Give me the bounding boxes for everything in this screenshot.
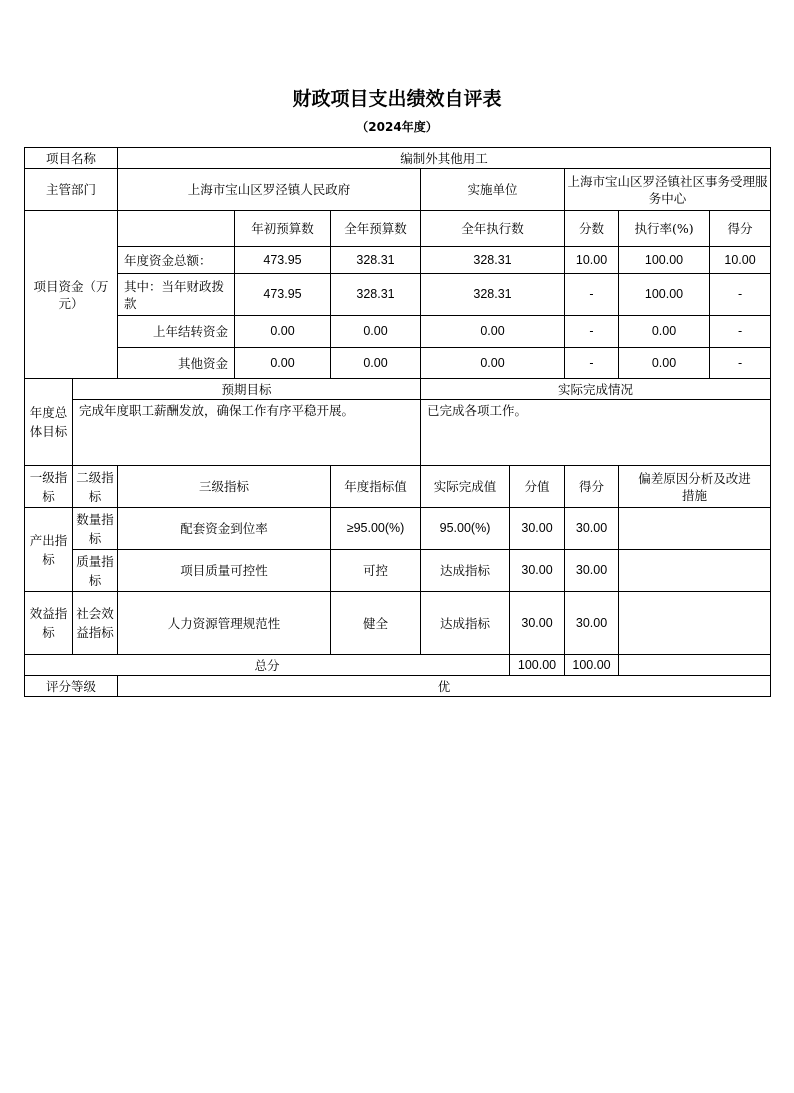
actual-cell: 达成指标 bbox=[421, 550, 510, 592]
funds-header: 全年执行数 bbox=[421, 211, 565, 247]
level2-cell: 数量指标 bbox=[73, 508, 118, 550]
deviation-cell bbox=[619, 550, 771, 592]
funds-row bbox=[25, 274, 771, 316]
funds-cell: 0.00 bbox=[421, 348, 565, 379]
funds-row-name: 其他资金 bbox=[118, 348, 235, 379]
total-label: 总分 bbox=[25, 655, 510, 676]
funds-cell: 0.00 bbox=[235, 316, 331, 348]
weight-cell: 30.00 bbox=[510, 592, 565, 655]
grade-row bbox=[25, 676, 771, 697]
level3-header: 三级指标 bbox=[118, 466, 331, 508]
expected-goal-label: 预期目标 bbox=[73, 379, 421, 400]
goals-content-row bbox=[25, 400, 771, 466]
weight-header: 分值 bbox=[510, 466, 565, 508]
target-cell: 可控 bbox=[331, 550, 421, 592]
funds-header: 执行率(%) bbox=[619, 211, 710, 247]
level1-header: 一级指标 bbox=[25, 466, 73, 508]
funds-cell: 100.00 bbox=[619, 247, 710, 274]
indicator-row bbox=[25, 550, 771, 592]
deviation-cell bbox=[619, 592, 771, 655]
impl-unit-label: 实施单位 bbox=[421, 169, 565, 211]
indicator-row bbox=[25, 592, 771, 655]
score-cell: 30.00 bbox=[565, 508, 619, 550]
level3-cell: 配套资金到位率 bbox=[118, 508, 331, 550]
total-row bbox=[25, 655, 771, 676]
funds-cell: - bbox=[565, 274, 619, 316]
funds-row bbox=[25, 348, 771, 379]
total-score: 100.00 bbox=[565, 655, 619, 676]
score-header: 得分 bbox=[565, 466, 619, 508]
funds-cell: - bbox=[565, 316, 619, 348]
annual-goal-label: 年度总体目标 bbox=[25, 379, 73, 466]
deviation-cell bbox=[619, 508, 771, 550]
level2-cell: 社会效益指标 bbox=[73, 592, 118, 655]
evaluation-table bbox=[24, 147, 771, 697]
grade-value: 优 bbox=[118, 676, 771, 697]
project-name-row bbox=[25, 148, 771, 169]
level3-cell: 项目质量可控性 bbox=[118, 550, 331, 592]
actual-completion-text: 已完成各项工作。 bbox=[421, 400, 771, 466]
project-name-label: 项目名称 bbox=[25, 148, 118, 169]
page-subtitle: （2024年度） bbox=[356, 120, 438, 134]
indicator-row bbox=[25, 508, 771, 550]
total-weight: 100.00 bbox=[510, 655, 565, 676]
actual-header: 实际完成值 bbox=[421, 466, 510, 508]
department-row bbox=[25, 169, 771, 211]
indicator-header-row bbox=[25, 466, 771, 508]
funds-cell: - bbox=[710, 316, 771, 348]
level2-header: 二级指标 bbox=[73, 466, 118, 508]
funds-cell: - bbox=[565, 348, 619, 379]
funds-header: 全年预算数 bbox=[331, 211, 421, 247]
funds-header: 得分 bbox=[710, 211, 771, 247]
score-cell: 30.00 bbox=[565, 550, 619, 592]
funds-cell: 0.00 bbox=[331, 316, 421, 348]
funds-cell: - bbox=[710, 348, 771, 379]
funds-row-name: 其中：当年财政拨款 bbox=[118, 274, 235, 316]
deviation-header: 偏差原因分析及改进措施 bbox=[619, 466, 771, 508]
funds-header-blank bbox=[118, 211, 235, 247]
weight-cell: 30.00 bbox=[510, 550, 565, 592]
funds-cell: 328.31 bbox=[331, 274, 421, 316]
actual-cell: 95.00(%) bbox=[421, 508, 510, 550]
funds-cell: 0.00 bbox=[421, 316, 565, 348]
funds-cell: 0.00 bbox=[619, 316, 710, 348]
actual-completion-label: 实际完成情况 bbox=[421, 379, 771, 400]
grade-label: 评分等级 bbox=[25, 676, 118, 697]
funds-cell: 0.00 bbox=[331, 348, 421, 379]
goals-header-row bbox=[25, 379, 771, 400]
funds-cell: 328.31 bbox=[421, 247, 565, 274]
target-cell: ≥95.00(%) bbox=[331, 508, 421, 550]
funds-cell: 328.31 bbox=[331, 247, 421, 274]
funds-header: 年初预算数 bbox=[235, 211, 331, 247]
target-header: 年度指标值 bbox=[331, 466, 421, 508]
funds-header: 分数 bbox=[565, 211, 619, 247]
level1-cell: 效益指标 bbox=[25, 592, 73, 655]
funds-row-name: 上年结转资金 bbox=[118, 316, 235, 348]
project-name-value: 编制外其他用工 bbox=[118, 148, 771, 169]
level2-cell: 质量指标 bbox=[73, 550, 118, 592]
funds-cell: - bbox=[710, 274, 771, 316]
level3-cell: 人力资源管理规范性 bbox=[118, 592, 331, 655]
weight-cell: 30.00 bbox=[510, 508, 565, 550]
funds-header-row bbox=[25, 211, 771, 247]
funds-cell: 473.95 bbox=[235, 274, 331, 316]
funds-cell: 0.00 bbox=[619, 348, 710, 379]
funds-row bbox=[25, 247, 771, 274]
expected-goal-text: 完成年度职工薪酬发放，确保工作有序平稳开展。 bbox=[73, 400, 421, 466]
score-cell: 30.00 bbox=[565, 592, 619, 655]
funds-cell: 328.31 bbox=[421, 274, 565, 316]
funds-cell: 100.00 bbox=[619, 274, 710, 316]
actual-cell: 达成指标 bbox=[421, 592, 510, 655]
level1-cell: 产出指标 bbox=[25, 508, 73, 592]
funds-cell: 10.00 bbox=[710, 247, 771, 274]
page-title: 财政项目支出绩效自评表 bbox=[292, 88, 502, 110]
funds-label: 项目资金（万元） bbox=[25, 211, 118, 379]
funds-cell: 473.95 bbox=[235, 247, 331, 274]
dept-value: 上海市宝山区罗泾镇人民政府 bbox=[118, 169, 421, 211]
dept-label: 主管部门 bbox=[25, 169, 118, 211]
funds-cell: 0.00 bbox=[235, 348, 331, 379]
funds-row-name: 年度资金总额： bbox=[118, 247, 235, 274]
funds-row bbox=[25, 316, 771, 348]
funds-cell: 10.00 bbox=[565, 247, 619, 274]
impl-unit-value: 上海市宝山区罗泾镇社区事务受理服务中心 bbox=[565, 169, 771, 211]
target-cell: 健全 bbox=[331, 592, 421, 655]
total-blank bbox=[619, 655, 771, 676]
